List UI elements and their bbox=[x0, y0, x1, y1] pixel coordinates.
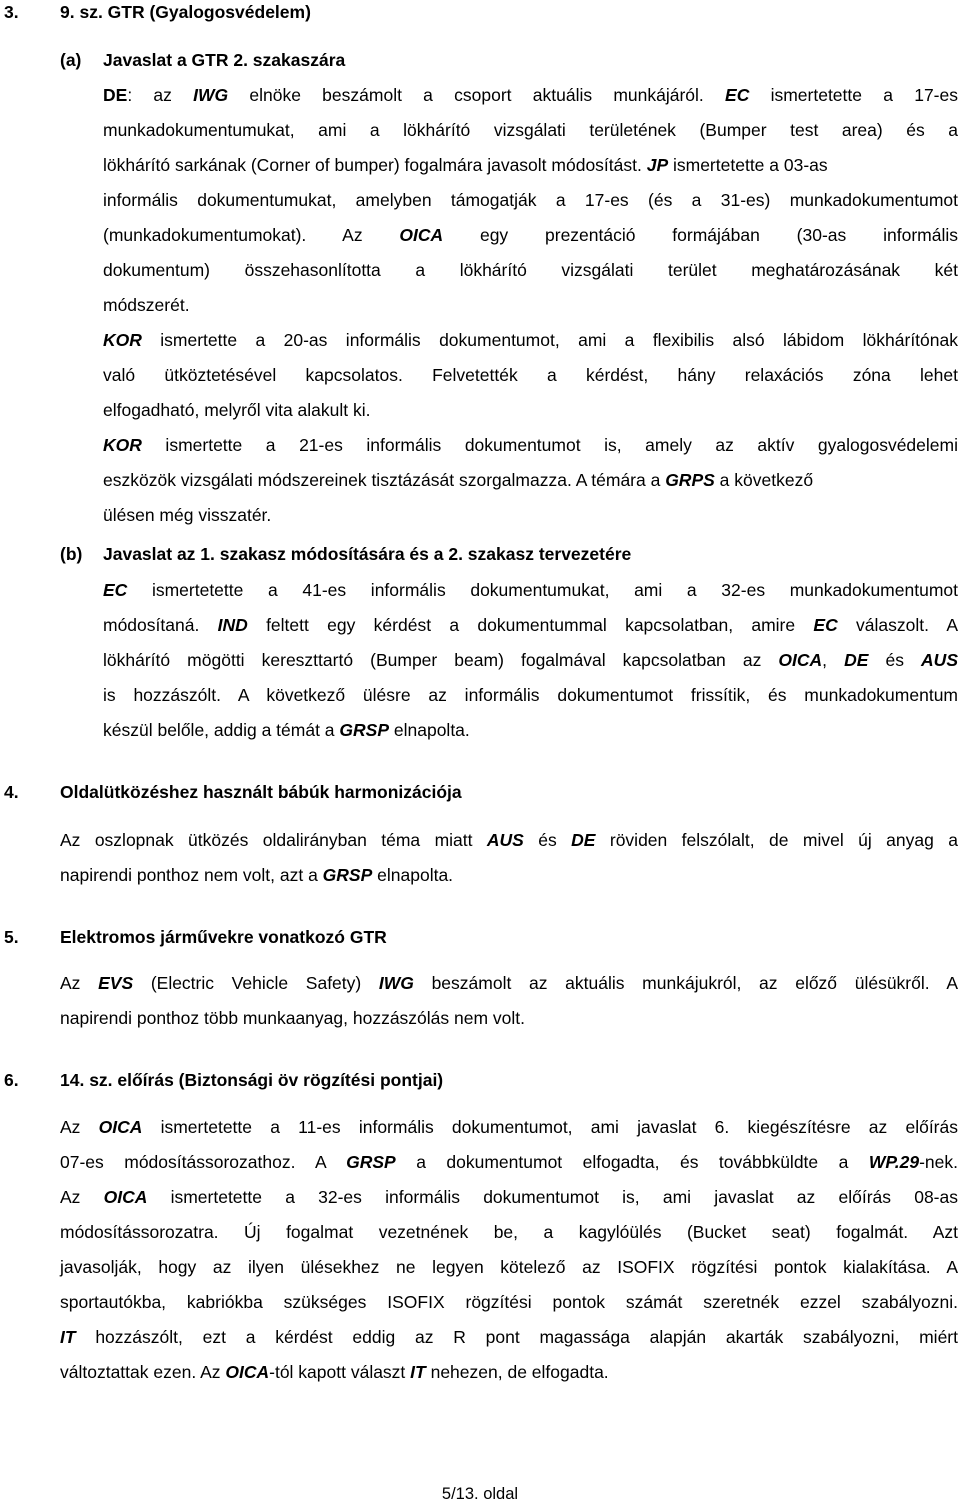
emphasis-run: GRSP bbox=[346, 1152, 396, 1172]
text-run: Az bbox=[60, 973, 99, 993]
emphasis-run: IND bbox=[217, 615, 248, 635]
emphasis-run: JP bbox=[646, 155, 669, 175]
text-run: ülésen még visszatér. bbox=[103, 505, 272, 525]
emphasis-run: EC bbox=[103, 580, 128, 600]
text-run: (munkadokumentumokat). Az bbox=[103, 225, 400, 245]
text-run: hozzászólt, ezt a kérdést eddig az R pont magassága alapján akarták szabályozni, miért bbox=[75, 1327, 958, 1347]
emphasis-run: AUS bbox=[921, 650, 958, 670]
subsection-b-title: Javaslat az 1. szakasz módosítására és a 2. szakasz tervezetére bbox=[103, 544, 632, 564]
text-run: ismertetette a 17-es bbox=[749, 85, 958, 105]
section-4-number: 4. bbox=[4, 782, 19, 802]
text-line bbox=[60, 1257, 958, 1278]
text-run: és bbox=[868, 650, 922, 670]
text-line bbox=[103, 685, 958, 706]
text-line bbox=[60, 1362, 609, 1383]
text-run: lökhárító mögötti kereszttartó (Bumper beam) fogalmával kapcsolatban az bbox=[103, 650, 779, 670]
text-run: -nek. bbox=[919, 1152, 958, 1172]
text-run: Az oszlopnak ütközés oldalirányban téma miatt bbox=[60, 830, 487, 850]
emphasis-run: GRPS bbox=[665, 470, 715, 490]
text-run: módosítaná. bbox=[103, 615, 218, 635]
emphasis-run: AUS bbox=[486, 830, 524, 850]
text-run: sportautókba, kabriókba szükséges ISOFIX rögzítési pontok számát szeretnék ezzel szabályozni. bbox=[60, 1292, 958, 1312]
text-run: készül belőle, addig a témát a bbox=[103, 720, 340, 740]
emphasis-run: EC bbox=[813, 615, 838, 635]
text-run: is hozzászólt. A következő ülésre az informális dokumentumot frissítik, és munkadokumentum bbox=[103, 685, 958, 705]
text-run: a következő bbox=[714, 470, 814, 490]
text-run: röviden felszólalt, de mivel új anyag a bbox=[595, 830, 958, 850]
section-6-title: 14. sz. előírás (Biztonsági öv rögzítési pontjai) bbox=[60, 1070, 444, 1090]
text-line bbox=[60, 1008, 525, 1029]
emphasis-run: IWG bbox=[378, 973, 414, 993]
text-line bbox=[103, 155, 828, 176]
emphasis-run: GRSP bbox=[322, 865, 373, 885]
emphasis-run: IT bbox=[60, 1327, 76, 1347]
text-run: elnapolta. bbox=[389, 720, 470, 740]
text-run: 07-es módosítássorozathoz. A bbox=[60, 1152, 347, 1172]
text-run: eszközök vizsgálati módszereinek tisztázását szorgalmazza. A témára a bbox=[103, 470, 666, 490]
text-line bbox=[60, 865, 453, 886]
text-run: informális dokumentumukat, amelyben támogatják a 17-es (és a 31-es) munkadokumentumot bbox=[103, 190, 958, 210]
text-line bbox=[103, 615, 958, 636]
text-run: egy prezentáció formájában (30-as informális bbox=[443, 225, 958, 245]
subsection-b-label: (b) bbox=[60, 544, 83, 564]
section-5-title: Elektromos járművekre vonatkozó GTR bbox=[60, 927, 387, 947]
text-line bbox=[60, 1222, 958, 1243]
text-run: ismertetette a 03-as bbox=[668, 155, 828, 175]
emphasis-run: DE bbox=[103, 85, 128, 105]
emphasis-run: KOR bbox=[103, 330, 142, 350]
text-line bbox=[60, 1327, 958, 1348]
text-run: Az bbox=[60, 1187, 104, 1207]
emphasis-run: EVS bbox=[98, 973, 134, 993]
text-run: elnöke beszámolt a csoport aktuális munkájáról. bbox=[228, 85, 726, 105]
emphasis-run: OICA bbox=[103, 1187, 148, 1207]
text-line bbox=[60, 973, 958, 994]
text-line bbox=[103, 580, 958, 601]
text-run: dokumentum) összehasonlította a lökhárító vizsgálati terület meghatározásának két bbox=[103, 260, 958, 280]
text-run: ismertetette a 11-es informális dokumentumot, ami javaslat 6. kiegészítésre az előírás bbox=[142, 1117, 958, 1137]
text-run: módszerét. bbox=[103, 295, 190, 315]
emphasis-run: WP.29 bbox=[868, 1152, 920, 1172]
text-run: Az bbox=[60, 1117, 99, 1137]
text-run: -tól kapott választ bbox=[269, 1362, 411, 1382]
text-line bbox=[103, 225, 958, 246]
section-4-title: Oldalütközéshez használt bábúk harmonizációja bbox=[60, 782, 462, 802]
text-line bbox=[103, 365, 958, 386]
text-run: a dokumentumot elfogadta, és továbbküldte a bbox=[395, 1152, 869, 1172]
emphasis-run: DE bbox=[844, 650, 869, 670]
text-line bbox=[60, 1117, 958, 1138]
emphasis-run: EC bbox=[725, 85, 750, 105]
text-run: napirendi ponthoz több munkaanyag, hozzászólás nem volt. bbox=[60, 1008, 526, 1028]
text-run: , bbox=[822, 650, 845, 670]
section-5-number: 5. bbox=[4, 927, 19, 947]
text-line bbox=[60, 830, 958, 851]
emphasis-run: KOR bbox=[103, 435, 142, 455]
emphasis-run: IT bbox=[410, 1362, 426, 1382]
text-run: feltett egy kérdést a dokumentummal kapcsolatban, amire bbox=[247, 615, 814, 635]
page-number: 5/13. oldal bbox=[441, 1485, 519, 1503]
text-line bbox=[103, 260, 958, 281]
text-line bbox=[103, 120, 958, 141]
text-line bbox=[60, 1292, 958, 1313]
text-line bbox=[103, 295, 190, 316]
text-run: elnapolta. bbox=[372, 865, 454, 885]
text-run: elfogadható, melyről vita alakult ki. bbox=[103, 400, 371, 420]
emphasis-run: OICA bbox=[778, 650, 823, 670]
text-run: és bbox=[523, 830, 572, 850]
text-line bbox=[103, 85, 958, 106]
emphasis-run: OICA bbox=[98, 1117, 143, 1137]
subsection-a-title: Javaslat a GTR 2. szakaszára bbox=[103, 50, 346, 70]
text-run: munkadokumentumukat, ami a lökhárító vizsgálati területének (Bumper test area) és a bbox=[103, 120, 958, 140]
text-line bbox=[103, 650, 958, 671]
text-run: : az bbox=[127, 85, 194, 105]
emphasis-run: IWG bbox=[193, 85, 229, 105]
text-run: (Electric Vehicle Safety) bbox=[133, 973, 379, 993]
text-run: ismertetette a 41-es informális dokumentumukat, ami a 32-es munkadokumentumot bbox=[127, 580, 958, 600]
text-line bbox=[103, 720, 470, 741]
text-line bbox=[103, 505, 271, 526]
text-line bbox=[60, 1187, 958, 1208]
text-run: ismertette a 20-as informális dokumentumot, ami a flexibilis alsó lábidom lökhárítónak bbox=[141, 330, 958, 350]
text-run: változtattak ezen. Az bbox=[60, 1362, 226, 1382]
text-run: napirendi ponthoz nem volt, azt a bbox=[60, 865, 323, 885]
text-run: lökhárító sarkának (Corner of bumper) fogalmára javasolt módosítást. bbox=[103, 155, 647, 175]
subsection-a-label: (a) bbox=[60, 50, 82, 70]
text-line bbox=[103, 400, 371, 421]
text-line bbox=[103, 435, 958, 456]
text-run: nehezen, de elfogadta. bbox=[425, 1362, 609, 1382]
text-run: javasolják, hogy az ilyen ülésekhez ne legyen kötelező az ISOFIX rögzítési pontok kialakítása. A bbox=[60, 1257, 958, 1277]
text-run: beszámolt az aktuális munkájukról, az előző ülésükről. A bbox=[413, 973, 958, 993]
text-line bbox=[103, 190, 958, 211]
emphasis-run: OICA bbox=[399, 225, 444, 245]
emphasis-run: OICA bbox=[225, 1362, 270, 1382]
emphasis-run: GRSP bbox=[339, 720, 390, 740]
section-6-number: 6. bbox=[4, 1070, 19, 1090]
emphasis-run: DE bbox=[571, 830, 596, 850]
text-run: való ütköztetésével kapcsolatos. Felvetették a kérdést, hány relaxációs zóna lehet bbox=[103, 365, 958, 385]
section-3-number: 3. bbox=[4, 2, 19, 22]
text-run: ismertetette a 32-es informális dokumentumot is, ami javaslat az előírás 08-as bbox=[147, 1187, 958, 1207]
text-run: módosítássorozatra. Új fogalmat vezetnének be, a kagylóülés (Bucket seat) fogalmát. Azt bbox=[60, 1222, 958, 1242]
text-line bbox=[60, 1152, 958, 1173]
text-line bbox=[103, 470, 813, 491]
text-line bbox=[103, 330, 958, 351]
text-run: válaszolt. A bbox=[837, 615, 958, 635]
text-run: ismertette a 21-es informális dokumentumot is, amely az aktív gyalogosvédelemi bbox=[141, 435, 958, 455]
section-3-title: 9. sz. GTR (Gyalogosvédelem) bbox=[60, 2, 311, 22]
